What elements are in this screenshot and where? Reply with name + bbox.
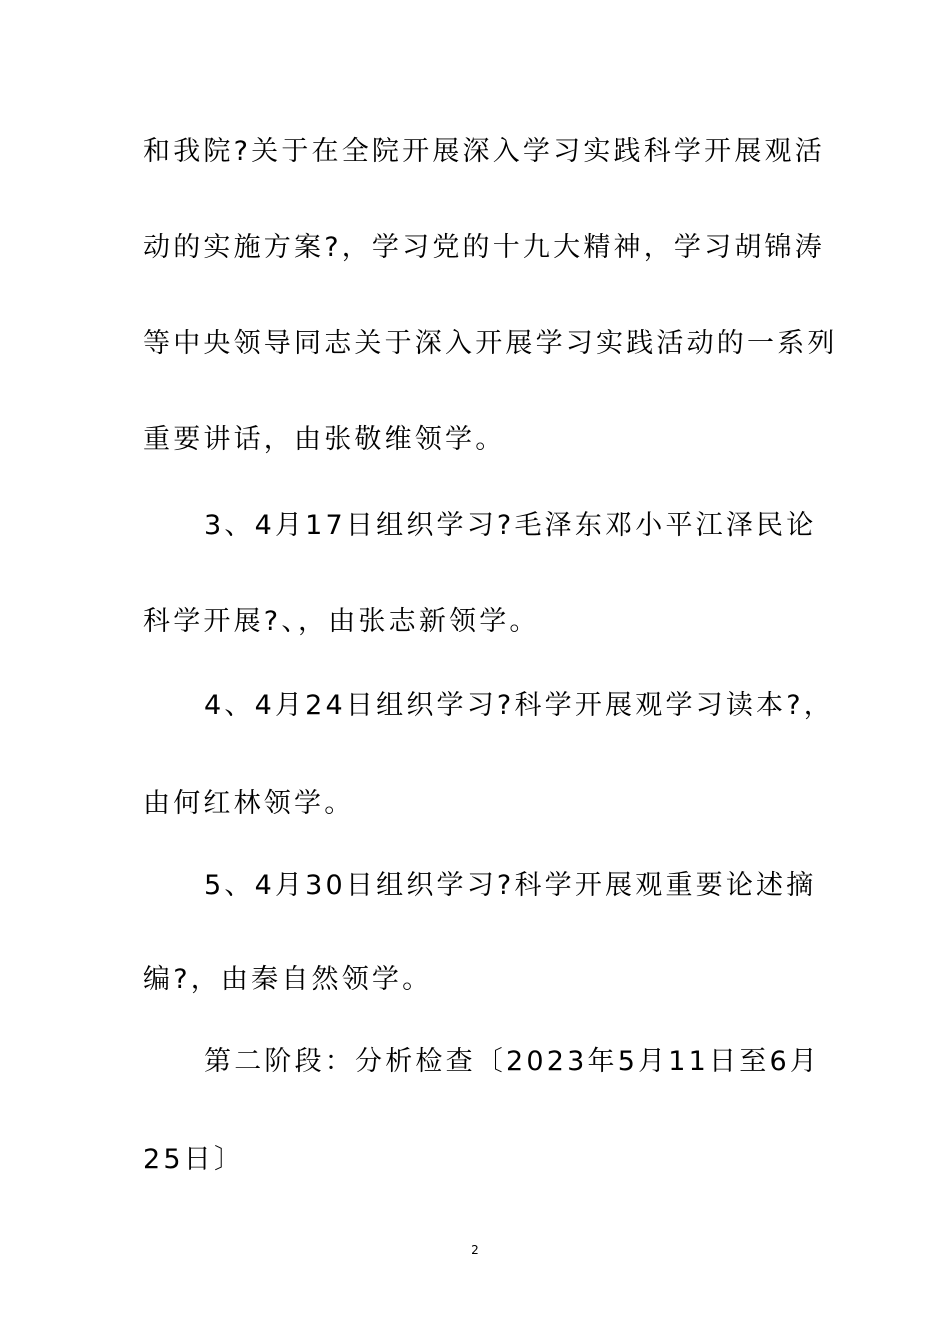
section-heading-stage-two: 第二阶段：分析检查〔2023年5月11日至6月	[204, 1046, 821, 1077]
paragraph-line-5: 3、4月17日组织学习?毛泽东邓小平江泽民论	[204, 510, 817, 541]
paragraph-line-7: 4、4月24日组织学习?科学开展观学习读本?，	[204, 690, 834, 721]
paragraph-line-8: 由何红林领学。	[143, 788, 355, 819]
paragraph-line-9: 5、4月30日组织学习?科学开展观重要论述摘	[204, 870, 817, 901]
paragraph-line-12: 25日〕	[143, 1144, 245, 1175]
paragraph-line-4: 重要讲话，由张敬维领学。	[143, 424, 506, 455]
paragraph-line-3: 等中央领导同志关于深入开展学习实践活动的一系列	[143, 328, 838, 359]
paragraph-line-10: 编?，由秦自然领学。	[143, 964, 433, 995]
paragraph-line-6: 科学开展?、，由张志新领学。	[143, 606, 540, 637]
paragraph-line-1: 和我院?关于在全院开展深入学习实践科学开展观活	[143, 136, 825, 167]
paragraph-line-2: 动的实施方案?，学习党的十九大精神，学习胡锦涛	[143, 232, 825, 263]
page-number: 2	[471, 1243, 479, 1257]
